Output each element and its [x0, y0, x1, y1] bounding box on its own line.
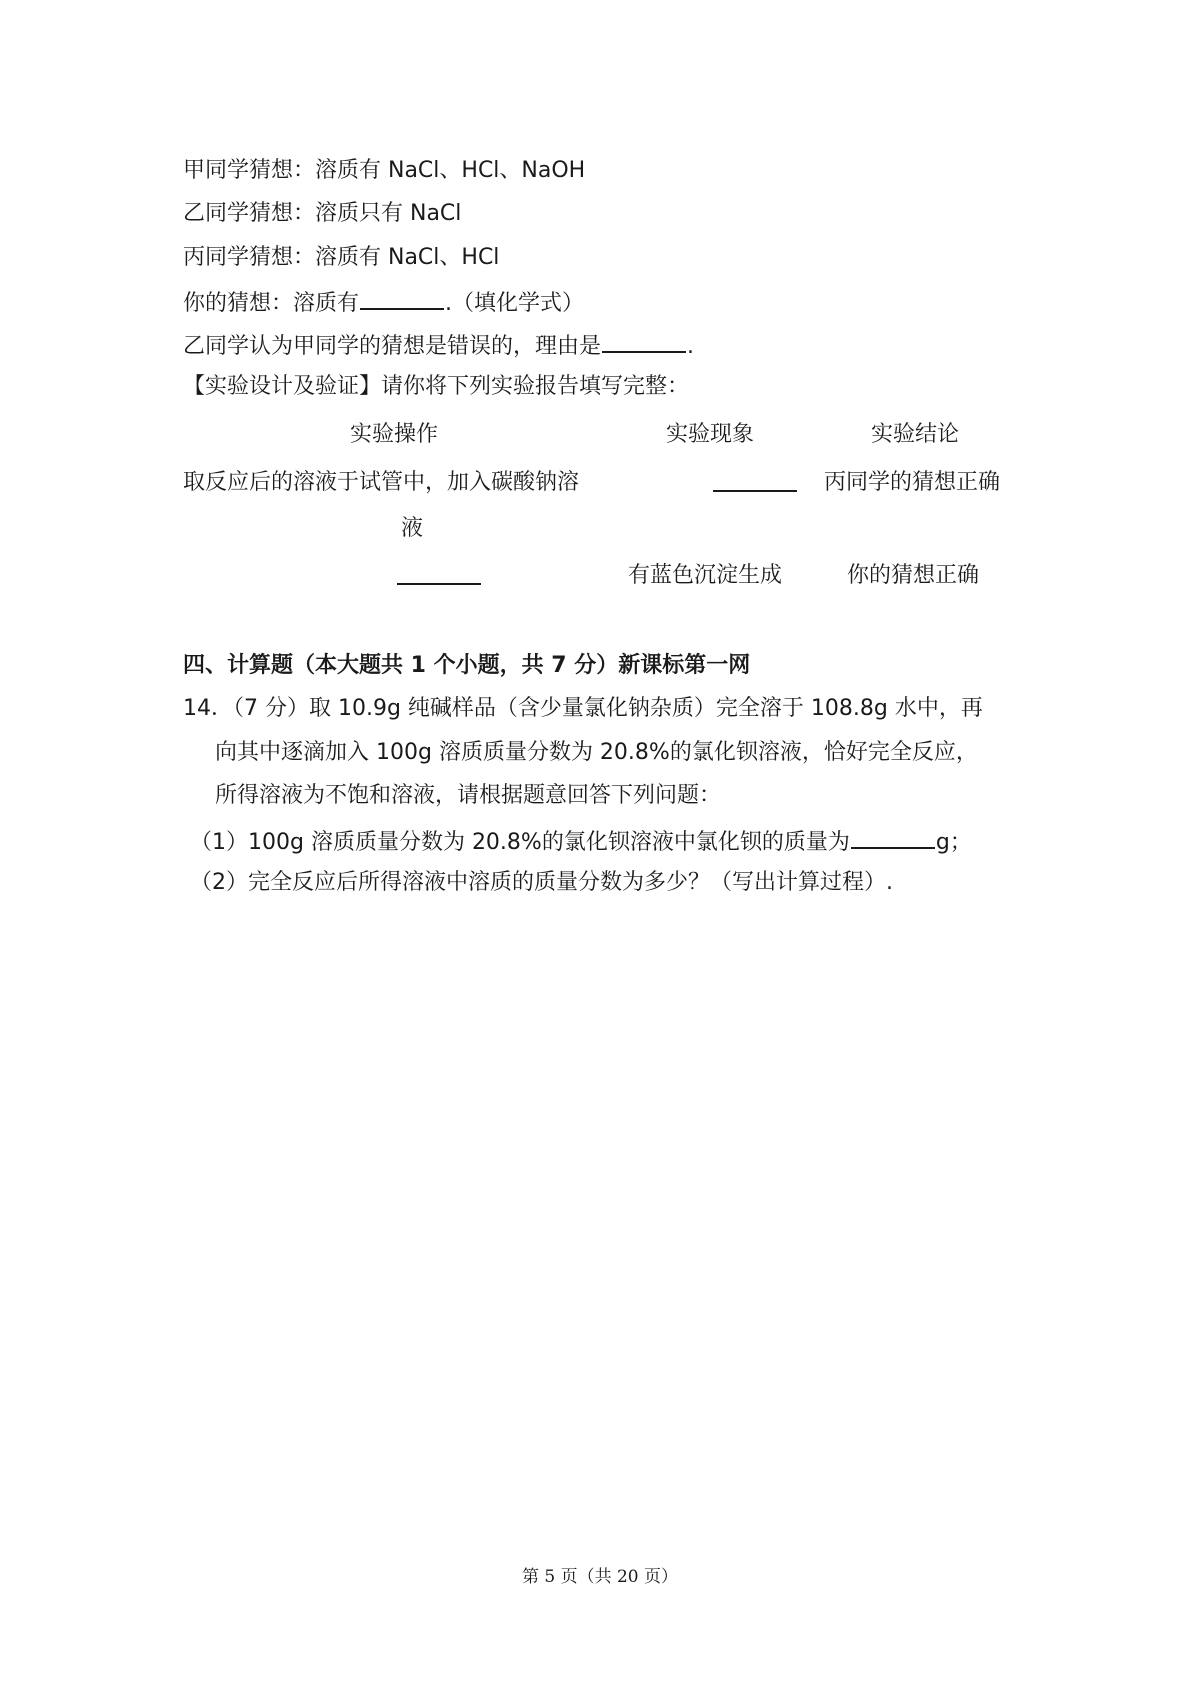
- row2-phenomenon: 有蓝色沉淀生成: [628, 563, 783, 588]
- sub-question-1-prefix: （1）100g 溶质质量分数为 20.8%的氯化钡溶液中氯化钡的质量为: [190, 830, 850, 855]
- reason-suffix: .: [687, 334, 695, 359]
- reason-line: [183, 329, 694, 362]
- sub-question-1: [190, 825, 972, 858]
- row1-operation-line2: 液: [401, 516, 424, 541]
- page-number: 第 5 页（共 20 页）: [521, 1567, 679, 1587]
- guess-yours-prefix: 你的猜想：溶质有: [183, 291, 360, 316]
- row1-phenomenon-blank: [712, 468, 798, 501]
- experiment-heading: 【实验设计及验证】请你将下列实验报告填写完整：: [183, 374, 690, 399]
- question-14-line1: 14．（7 分）取 10.9g 纯碱样品（含少量氯化钠杂质）完全溶于 108.8g 水中，再: [183, 696, 983, 721]
- guess-yours: [183, 286, 584, 319]
- question-14-line2: 向其中逐滴加入 100g 溶质质量分数为 20.8%的氯化钡溶液，恰好完全反应，: [215, 740, 978, 765]
- guess-yours-suffix: .（填化学式）: [445, 291, 585, 316]
- row2-conclusion: 你的猜想正确: [847, 563, 980, 588]
- answer-blank: [851, 825, 935, 849]
- reason-prefix: 乙同学认为甲同学的猜想是错误的，理由是: [183, 334, 602, 359]
- guess-bing: 丙同学猜想：溶质有 NaCl、HCl: [183, 245, 500, 270]
- column-header-conclusion: 实验结论: [871, 422, 960, 447]
- question-14-line3: 所得溶液为不饱和溶液，请根据题意回答下列问题：: [215, 783, 722, 808]
- row1-operation-line1: 取反应后的溶液于试管中，加入碳酸钠溶: [183, 470, 580, 495]
- row2-operation-blank: [396, 561, 482, 594]
- sub-question-1-suffix: g；: [935, 830, 972, 855]
- column-header-operation: 实验操作: [350, 422, 439, 447]
- answer-blank: [713, 468, 797, 492]
- column-header-phenomenon: 实验现象: [666, 422, 755, 447]
- answer-blank: [360, 286, 444, 310]
- answer-blank: [602, 329, 686, 353]
- guess-jia: 甲同学猜想：溶质有 NaCl、HCl、NaOH: [183, 158, 586, 183]
- guess-yi: 乙同学猜想：溶质只有 NaCl: [183, 201, 462, 226]
- sub-question-2: （2）完全反应后所得溶液中溶质的质量分数为多少？（写出计算过程）.: [190, 870, 893, 895]
- section-title: 四、计算题（本大题共 1 个小题，共 7 分）新课标第一网: [183, 653, 751, 678]
- answer-blank: [397, 561, 481, 585]
- row1-conclusion: 丙同学的猜想正确: [824, 470, 1001, 495]
